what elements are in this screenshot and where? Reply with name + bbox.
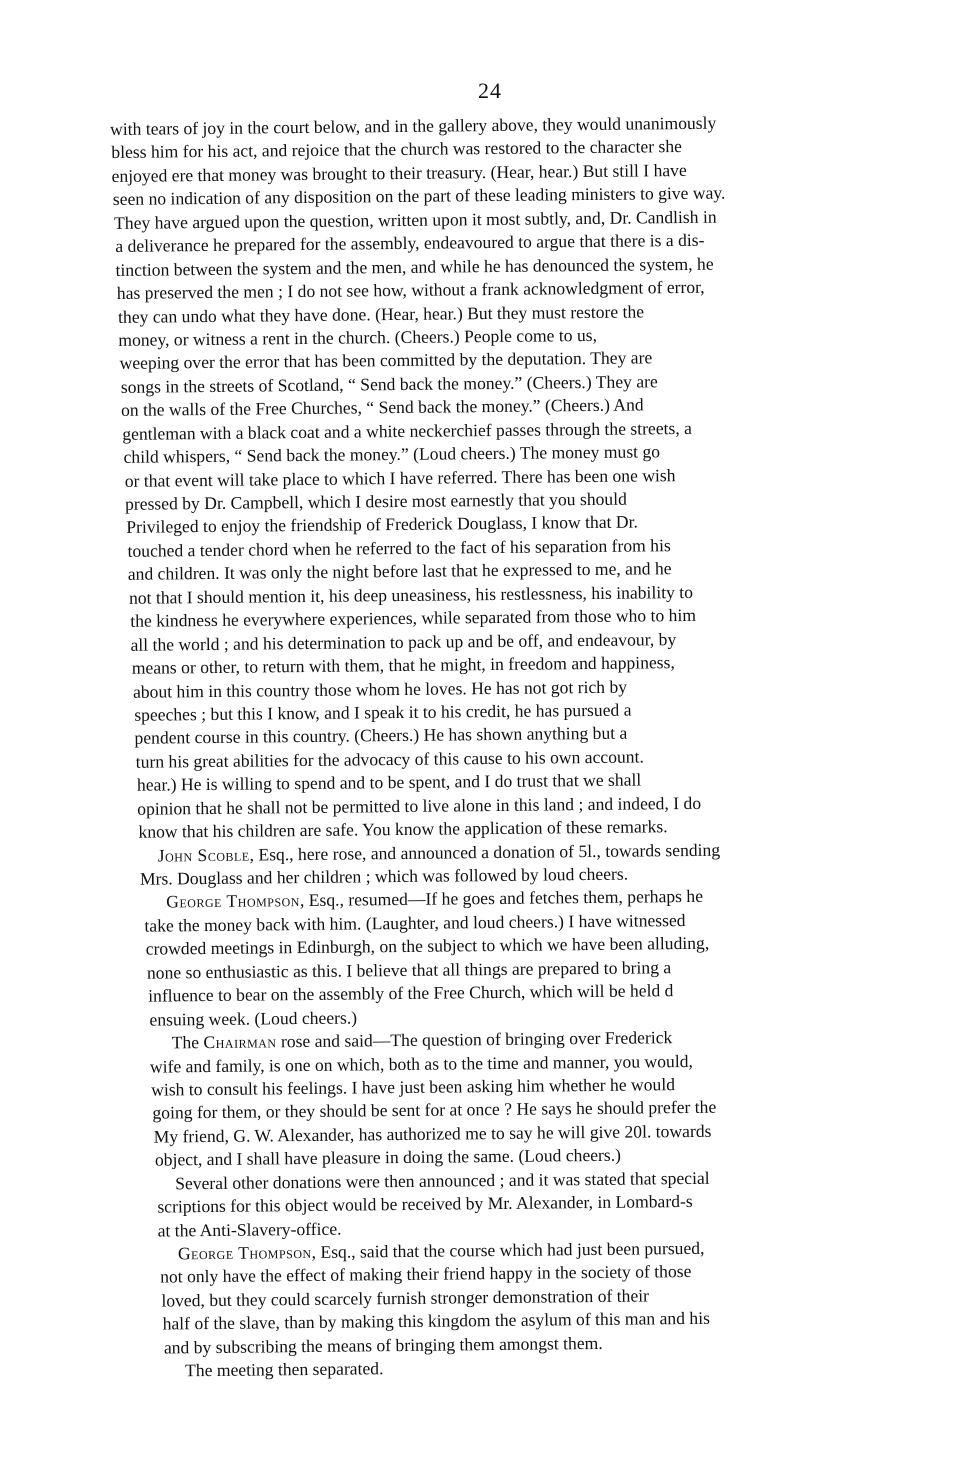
text-line: object, and I shall have pleasure in doing the same. (Loud cheers.) xyxy=(154,1144,622,1170)
text-line: crowded meetings in Edinburgh, on the subject to which we have been alluding, xyxy=(145,933,710,959)
paragraph-5 xyxy=(121,1164,922,1243)
text-line: speeches ; but this I know, and I speak it to his credit, he has pursued a xyxy=(134,699,632,725)
paragraph-2-line-1: John Scoble, Esq., here rose, and announced a donation of 5l., towards sending xyxy=(157,839,721,866)
page-number: 24 xyxy=(478,78,502,103)
speaker-name: John Scoble xyxy=(157,844,250,866)
text-line: child whispers, “ Send back the money.” (Loud cheers.) The money must go xyxy=(123,441,661,468)
text-line: turn his great abilities for the advocacy of this cause to his own account. xyxy=(135,746,644,772)
text-line: My friend, G. W. Alexander, has authorized me to say he will give 20l. towards xyxy=(153,1120,712,1147)
text-line: bless him for his act, and rejoice that the church was restored to the character she xyxy=(111,136,683,163)
text-line: means or other, to return with them, that he might, in freedom and happiness, xyxy=(131,652,675,678)
text-line: none so enthusiastic as this. I believe that all things are prepared to bring a xyxy=(146,956,672,983)
text-line: Privileged to enjoy the friendship of Frederick Douglass, I know that Dr. xyxy=(126,511,638,538)
text-line: wife and family, is one on which, both as to the time and manner, you would, xyxy=(149,1050,693,1077)
text-line: scriptions for this object would be received by Mr. Alexander, in Lombard-s xyxy=(157,1191,693,1217)
text-line: going for them, or they should be sent for at once ? He says he should prefer the xyxy=(152,1097,717,1123)
text-line: all the world ; and his determination to pack up and be off, and endeavour, by xyxy=(130,628,677,655)
text-line: Several other donations were then announced ; and it was stated that special xyxy=(175,1167,710,1194)
text-line: on the walls of the Free Churches, “ Send back the money.” (Cheers.) And xyxy=(120,394,644,421)
text-line: hear.) He is willing to spend and to be spent, and I do trust that we shall xyxy=(136,769,642,796)
paragraph-1 xyxy=(110,110,918,845)
text-line: They have argued upon the question, written upon it most subtly, and, Dr. Candlish in xyxy=(113,206,717,233)
paragraph-4 xyxy=(120,1047,921,1173)
text-line: tinction between the system and the men, and while he has denounced the system, he xyxy=(115,253,714,280)
text-line: seen no indication of any disposition on the part of these leading ministers to give way. xyxy=(112,182,726,210)
text-line: weeping over the error that has been committed by the deputation. They are xyxy=(119,347,653,374)
text-line: take the money back with him. (Laughter, and loud cheers.) I have witnessed xyxy=(144,909,686,936)
text-line: loved, but they could scarcely furnish stronger demonstration of their xyxy=(161,1285,650,1311)
text-line: or that event will take place to which I have referred. There has been one wish xyxy=(124,464,676,491)
paragraph-4-line-1: The Chairman rose and said—The question of bringing over Frederick xyxy=(171,1027,673,1053)
text-line: not only have the effect of making their friend happy in the society of those xyxy=(160,1261,692,1287)
paragraph-3 xyxy=(118,906,919,1032)
text-line: gentleman with a black coat and a white neckerchief passes through the streets, a xyxy=(122,417,693,444)
text-line: pressed by Dr. Campbell, which I desire most earnestly that you should xyxy=(124,488,627,514)
text-line: money, or witness a rent in the church. (Cheers.) People come to us, xyxy=(118,324,598,350)
speaker-name: Chairman xyxy=(203,1031,277,1053)
text-line: the kindness he everywhere experiences, while separated from those who to him xyxy=(130,605,697,632)
text-line: ensuing week. (Loud cheers.) xyxy=(149,1007,358,1030)
text-line: a deliverance he prepared for the assembly, endeavoured to argue that there is a dis- xyxy=(115,229,705,257)
paragraph-3-line-1: George Thompson, Esq., resumed—If he goes and fetches them, perhaps he xyxy=(166,886,704,912)
paragraph-7-line: The meeting then separated. xyxy=(185,1358,384,1381)
text-line: at the Anti-Slavery-office. xyxy=(157,1218,342,1241)
text-line: touched a tender chord when he referred to the fact of his separation from his xyxy=(127,535,671,561)
text-line: and children. It was only the night before last that he expressed to me, and he xyxy=(127,558,672,585)
speaker-name: George Thompson xyxy=(177,1241,312,1264)
text-line: with tears of joy in the court below, and in the gallery above, they would unanimously xyxy=(110,112,717,139)
text-line: not that I should mention it, his deep uneasiness, his restlessness, his inability to xyxy=(128,581,694,608)
text-line: pendent course in this country. (Cheers.) He has shown anything but a xyxy=(134,722,628,749)
text-line: they can undo what they have done. (Hear, hear.) But they must restore the xyxy=(117,300,645,327)
paragraph-2-line-2: Mrs. Douglass and her children ; which was followed by loud cheers. xyxy=(139,863,629,889)
text-line: know that his children are safe. You know the application of these remarks. xyxy=(138,816,668,842)
speaker-name: George Thompson xyxy=(166,890,301,912)
text-line: about him in this country those whom he loves. He has not got rich by xyxy=(132,676,628,702)
body-text xyxy=(110,110,923,1384)
text-line: and by subscribing the means of bringing them amongst them. xyxy=(163,1332,603,1358)
text-line: opinion that he shall not be permitted to live alone in this land ; and indeed, I do xyxy=(137,792,702,819)
text-line: half of the slave, than by making this kingdom the asylum of this man and his xyxy=(162,1308,710,1334)
text-line: enjoyed ere that money was brought to their treasury. (Hear, hear.) But still I have xyxy=(111,159,687,186)
text-line: songs in the streets of Scotland, “ Send back the money.” (Cheers.) They are xyxy=(120,371,658,397)
paragraph-6-line-1: George Thompson, Esq., said that the course which had just been pursued, xyxy=(177,1237,705,1264)
paragraph-6 xyxy=(122,1258,923,1360)
text-line: influence to bear on the assembly of the Free Church, which will be held d xyxy=(148,980,674,1006)
text-line: has preserved the men ; I do not see how, without a frank acknowledgment of error, xyxy=(116,276,705,303)
text-line: wish to consult his feelings. I have just been asking him whether he would xyxy=(151,1074,676,1100)
